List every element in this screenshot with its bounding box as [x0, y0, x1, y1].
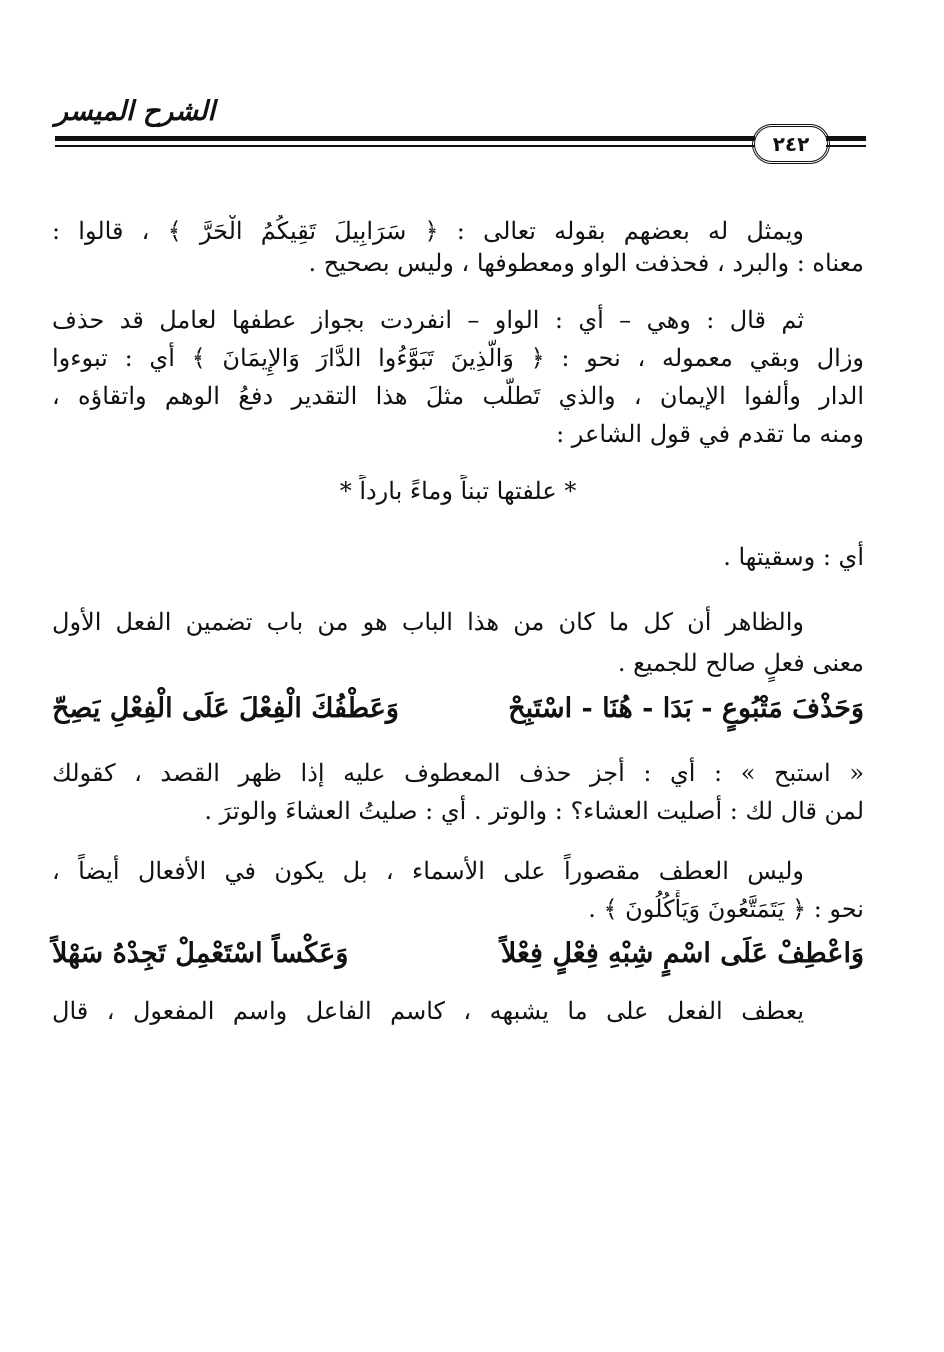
header-rule-right-thick: [826, 136, 866, 141]
paragraph-3: [52, 541, 864, 573]
text-line: ومنه ما تقدم في قول الشاعر :: [556, 420, 864, 448]
paragraph-7: [52, 995, 864, 1027]
text-line: نحو : ﴿ يَتَمَتَّعُونَ وَيَأْكُلُونَ ﴾ .: [588, 895, 864, 923]
text-line: وليس العطف مقصوراً على الأسماء ، بل يكون في الأفعال أيضاً ،: [52, 857, 804, 885]
text-line: « استبح » : أي : أجز حذف المعطوف عليه إذا ظهر القصد ، كقولك: [52, 759, 864, 787]
text-line: معنى فعلٍ صالح للجميع .: [617, 649, 864, 677]
text-line: لمن قال لك : أصليت العشاء؟ : والوتر . أي : صليتُ العشاءَ والوترَ .: [204, 797, 864, 825]
paragraph-6: [52, 852, 864, 928]
page-body: [52, 215, 864, 1049]
header-rule-thick: [55, 136, 755, 141]
page-number: ٢٤٢: [752, 124, 830, 164]
paragraph-1: [52, 215, 864, 279]
text-line: ثم قال : وهي – أي : الواو – انفردت بجواز عطفها لعامل قد حذف: [52, 306, 804, 334]
text-line: وزال وبقي معموله ، نحو : ﴿ وَالَّذِينَ تَبَوَّءُوا الدَّارَ وَالإِيمَانَ ﴾ أي : تبوءوا: [52, 344, 864, 372]
header-rule-right-thin: [826, 145, 866, 147]
paragraph-4: [52, 603, 864, 685]
header-rule-thin: [55, 145, 755, 147]
text-line: أي : وسقيتها .: [723, 543, 864, 571]
paragraph-2: [52, 301, 864, 453]
text-line: ويمثل له بعضهم بقوله تعالى : ﴿ سَرَابِيلَ تَقِيكُمُ الْحَرَّ ﴾ ، قالوا :: [52, 217, 804, 245]
text-line: والظاهر أن كل ما كان من هذا الباب هو من باب تضمين الفعل الأول: [52, 608, 804, 636]
poem-line: [52, 475, 864, 507]
paragraph-5: [52, 754, 864, 830]
verse-hemistich-left: وَعَطْفُكَ الْفِعْلَ عَلَى الْفِعْلِ يَصِحّ: [52, 693, 399, 724]
text-line: معناه : والبرد ، فحذفت الواو ومعطوفها ، وليس بصحيح .: [308, 249, 864, 277]
verse-hemistich-left: وَعَكْساً اسْتَعْمِلْ تَجِدْهُ سَهْلاً: [52, 938, 349, 969]
poem-text: * علفتها تبناً وماءً بارداً *: [339, 477, 577, 505]
verse-hemistich-right: وَحَذْفَ مَتْبُوعٍ - بَدَا - هُنَا - اسْتَبِحْ: [508, 693, 864, 724]
text-line: الدار وألفوا الإيمان ، والذي تَطلَّب مثلَ هذا التقدير دفعُ الوهم واتقاؤه ،: [52, 382, 864, 410]
verse-hemistich-right: وَاعْطِفْ عَلَى اسْمٍ شِبْهِ فِعْلٍ فِعْلاً: [500, 938, 864, 969]
verse-2: [52, 938, 864, 969]
text-line: يعطف الفعل على ما يشبهه ، كاسم الفاعل واسم المفعول ، قال: [52, 997, 804, 1025]
running-header-title: الشرح الميسر: [55, 96, 216, 127]
verse-1: [52, 693, 864, 724]
